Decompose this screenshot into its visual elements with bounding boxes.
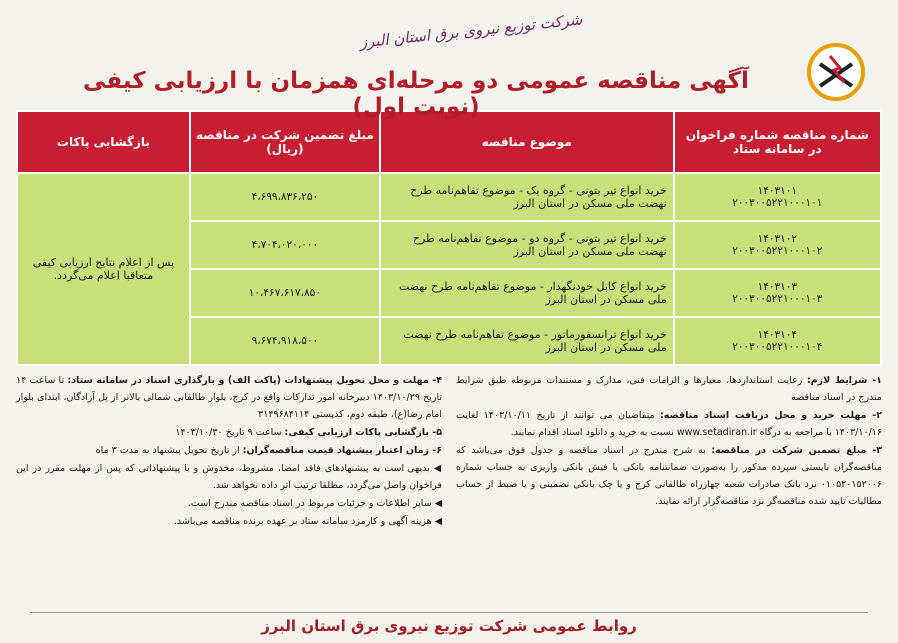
conditions-section bbox=[16, 372, 882, 531]
condition-item bbox=[456, 372, 882, 406]
condition-text: هزینه آگهی و کارمزد سامانه ستاد بر عهده برنده مناقصه می‌باشد. bbox=[173, 516, 432, 527]
call-number: ۲۰۰۳۰۰۵۲۲۱۰۰۰۱۰۱ bbox=[732, 197, 823, 209]
guarantee-amount: ۱۰،۴۶۷،۶۱۷،۸۵۰ bbox=[190, 269, 380, 317]
conditions-right-column bbox=[456, 372, 882, 531]
condition-item bbox=[456, 442, 882, 510]
condition-heading: ۳- مبلغ تضمین شرکت در مناقصه: bbox=[711, 445, 882, 456]
call-number: ۲۰۰۳۰۰۵۲۲۱۰۰۰۱۰۲ bbox=[732, 245, 823, 257]
tender-subject: خرید انواع کابل خودنگهدار - موضوع تفاهم‌نامه طرح نهضت ملی مسکن در استان البرز bbox=[380, 269, 674, 317]
condition-text: متقاضیان می توانند از تاریخ ۱۴۰۳/۱۰/۱۱ لغایت ۱۴۰۳/۱۰/۱۶ با مراجعه به درگاه www.setadiran.ir نسبت به خرید و دانلود اسناد اقدام نمایند. bbox=[456, 410, 882, 438]
condition-text: از تاریخ تحویل پیشنهاد به مدت ۳ ماه bbox=[95, 445, 243, 456]
col-number-header: شماره مناقصه شماره فراخوان در سامانه ستاد bbox=[674, 111, 881, 173]
tender-number: ۱۴۰۳۱۰۴ bbox=[757, 329, 798, 341]
company-name: شرکت توزیع نیروی برق استان البرز bbox=[358, 10, 584, 52]
condition-heading: ۴- مهلت و محل تحویل پیشنهادات (پاکت الف) و بارگذاری اسناد در سامانه ستاد: bbox=[67, 375, 443, 386]
col-subject-header: موضوع مناقصه bbox=[380, 111, 674, 173]
condition-heading: ۵- بازگشایی پاکات ارزیابی کیفی: bbox=[284, 427, 442, 438]
tender-number-cell bbox=[674, 221, 881, 269]
condition-note: ◀ هزینه آگهی و کارمزد سامانه ستاد بر عهده برنده مناقصه می‌باشد. bbox=[173, 516, 442, 527]
condition-text: رعایت استانداردها، معیارها و الزامات فنی، مدارک و مستندات مربوطه طبق شرایط مندرج در اسناد مناقصه bbox=[456, 375, 882, 403]
tender-number-cell bbox=[674, 317, 881, 365]
page-title: آگهی مناقصه عمومی دو مرحله‌ای همزمان با ارزیابی کیفی (نوبت اول) bbox=[83, 68, 749, 120]
col-guarantee-header: مبلغ تضمین شرکت در مناقصه (ریال) bbox=[190, 111, 380, 173]
guarantee-amount: ۹،۶۷۴،۹۱۸،۵۰۰ bbox=[190, 317, 380, 365]
condition-text: بدیهی است به پیشنهادهای فاقد امضا، مشروط، مخدوش و یا پیشنهاداتی که پس از مهلت مقرر در این فراخوان واصل می‌گردد، مطلقا ترتیب اثر داده نخواهد شد. bbox=[16, 463, 442, 491]
condition-text: سایر اطلاعات و جزئیات مربوط در اسناد مناقصه مندرج است. bbox=[187, 498, 432, 509]
tender-table bbox=[16, 110, 882, 366]
tender-number: ۱۴۰۳۱۰۳ bbox=[757, 281, 798, 293]
condition-item bbox=[16, 424, 442, 441]
header bbox=[16, 6, 882, 120]
power-company-logo-icon bbox=[806, 42, 866, 102]
tender-number-cell bbox=[674, 173, 881, 221]
condition-heading: ۲- مهلت خرید و محل دریافت اسناد مناقصه: bbox=[659, 410, 883, 421]
tender-subject: خرید انواع تیر بتونی - گروه دو - موضوع تفاهم‌نامه طرح نهضت ملی مسکن در استان البرز bbox=[380, 221, 674, 269]
condition-heading: ۱- شرایط لازم: bbox=[806, 375, 882, 386]
guarantee-amount: ۴،۶۹۹،۸۳۶،۲۵۰ bbox=[190, 173, 380, 221]
footer-divider bbox=[30, 612, 868, 613]
table-row bbox=[17, 173, 881, 221]
condition-heading: ۶- زمان اعتبار پیشنهاد قیمت مناقصه‌گران: bbox=[242, 445, 442, 456]
condition-text: به شرح مندرج در اسناد مناقصه و جدول فوق می‌باشد که مناقصه‌گران بایستی سپرده مذکور را به‌صورت ضمانتنامه بانکی یا فیش بانکی واریزی به حساب شماره ۰۱۰۵۲۰۱۵۲۰۰۶ نزد بانک صادرات شعبه چهارراه طالقانی کرج و یا چک بانکی تضمینی و یا ضبط از حساب مطالبات تایید شده مناقصه‌گر نزد مناقصه‌گزار ارائه نمایند. bbox=[456, 445, 882, 507]
condition-note: ◀ بدیهی است به پیشنهادهای فاقد امضا، مشروط، مخدوش و یا پیشنهاداتی که پس از مهلت مقرر در این فراخوان واصل می‌گردد، مطلقا ترتیب اثر داده نخواهد شد. bbox=[16, 463, 442, 491]
tender-number: ۱۴۰۳۱۰۲ bbox=[757, 233, 798, 245]
conditions-left-column bbox=[16, 372, 442, 531]
call-number: ۲۰۰۳۰۰۵۲۲۱۰۰۰۱۰۴ bbox=[732, 341, 823, 353]
condition-item bbox=[456, 407, 882, 441]
tender-subject: خرید انواع تیر بتونی - گروه یک - موضوع تفاهم‌نامه طرح نهضت ملی مسکن در استان البرز bbox=[380, 173, 674, 221]
condition-text: ساعت ۹ تاریخ ۱۴۰۳/۱۰/۳۰ bbox=[175, 427, 285, 438]
condition-text: تا ساعت ۱۴ تاریخ ۱۴۰۳/۱۰/۲۹ دبیرخانه امور تدارکات واقع در کرج، بلوار طالقانی شمالی بالاتر از پل آزادگان، ابتدای بلوار امام رضا(ع)، طبقه دوم، کدپستی ۳۱۴۹۶۸۴۱۱۴ bbox=[16, 375, 442, 420]
table-header-row bbox=[17, 111, 881, 173]
tender-number: ۱۴۰۳۱۰۱ bbox=[757, 185, 798, 197]
condition-item bbox=[16, 442, 442, 459]
condition-item bbox=[16, 372, 442, 423]
call-number: ۲۰۰۳۰۰۵۲۲۱۰۰۰۱۰۳ bbox=[732, 293, 823, 305]
condition-note: ◀ سایر اطلاعات و جزئیات مربوط در اسناد مناقصه مندرج است. bbox=[187, 498, 442, 509]
col-opening-header: بازگشایی پاکات bbox=[17, 111, 190, 173]
guarantee-amount: ۴،۷۰۴،۰۲۰،۰۰۰ bbox=[190, 221, 380, 269]
tender-subject: خرید انواع ترانسفورماتور - موضوع تفاهم‌نامه طرح نهضت ملی مسکن در استان البرز bbox=[380, 317, 674, 365]
footer: روابط عمومی شرکت توزیع نیروی برق استان البرز bbox=[261, 617, 637, 635]
opening-note: پس از اعلام نتایج ارزیابی کیفی متعاقبا اعلام می‌گردد. bbox=[17, 173, 190, 365]
tender-number-cell bbox=[674, 269, 881, 317]
